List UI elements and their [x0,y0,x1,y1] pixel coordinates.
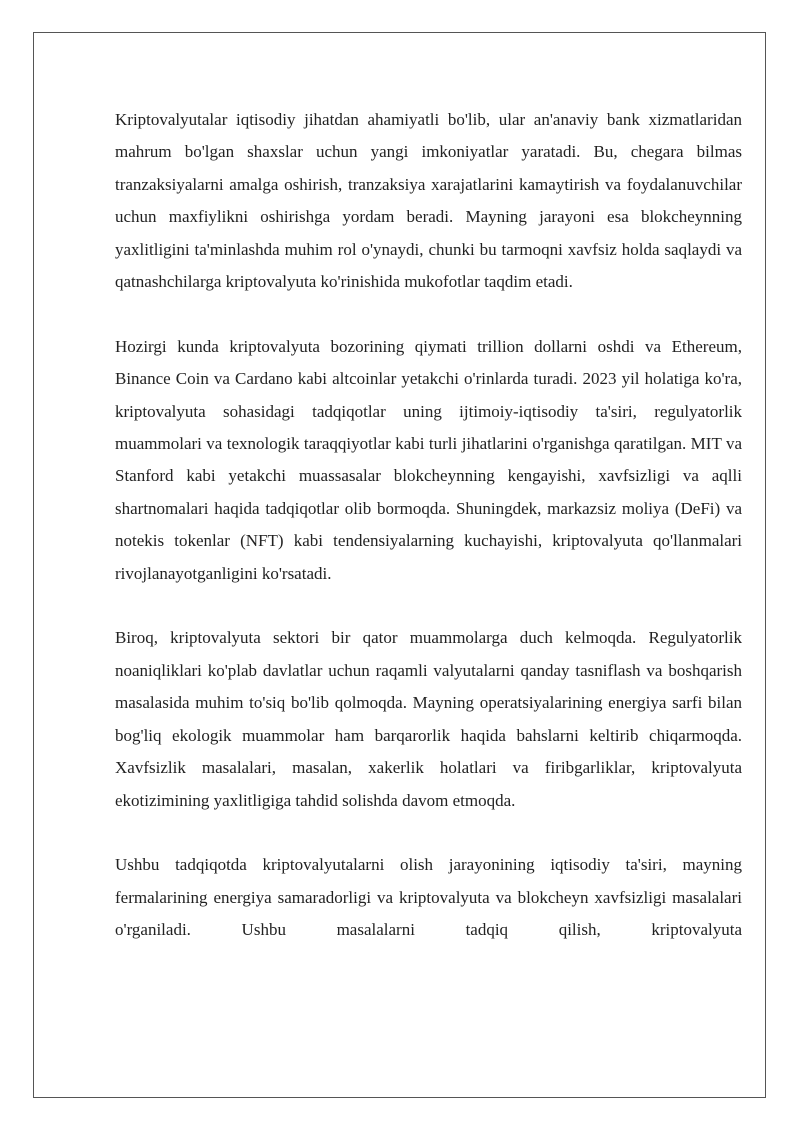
line: chunki bu tarmoqni xavfsiz holda saqlaydi va qatnashchilarga kriptovalyuta [115,239,743,292]
line: firibgarliklar, kriptovalyuta ekotizimining yaxlitligiga tahdid solishda davom [115,758,742,810]
line: kengayishi, xavfsizligi va aqlli shartnomalari haqida tadqiqotlar olib bormoqda. [115,466,742,518]
line: etmoqda. [452,790,516,810]
line: Ushbu tadqiqotda kriptovalyutalarni olish jarayonining iqtisodiy ta'siri, mayning [115,855,742,875]
line: regulyatorlik muammolari va texnologik taraqqiyotlar kabi turli jihatlarini [115,401,743,454]
line: o'rganishga qaratilgan. MIT va Stanford kabi yetakchi muassasalar blokcheynning [115,434,743,486]
line: Hozirgi kunda kriptovalyuta bozorining qiymati trillion dollarni oshdi va Ethereum, [115,336,742,356]
line: ko'ra, kriptovalyuta sohasidagi tadqiqotlar uning ijtimoiy-iqtisodiy ta'siri, [115,369,742,421]
document-body [115,104,742,947]
line: fermalarining energiya samaradorligi va kriptovalyuta va blokcheyn xavfsizligi [115,887,667,907]
paragraph-2 [115,331,742,590]
line: boshqarish masalasida muhim to'siq bo'lib qolmoqda. Mayning operatsiyalarining [115,660,742,713]
paragraph-3 [115,622,742,816]
line: Kriptovalyutalar iqtisodiy jihatdan ahamiyatli bo'lib, ular an'anaviy bank [115,110,640,129]
line: chegara bilmas tranzaksiyalarni amalga oshirish, tranzaksiya xarajatlarini [115,142,742,194]
line: Mayning jarayoni esa blokcheynning yaxlitligini ta'minlashda muhim rol o'ynaydi, [115,207,742,259]
line: keltirib chiqarmoqda. Xavfsizlik masalalari, masalan, xakerlik holatlari va [115,725,743,778]
line: noaniqliklari ko'plab davlatlar uchun raqamli valyutalarni qanday tasniflash va [115,660,663,680]
line: ko'rsatadi. [261,563,332,583]
line: ko'rinishida mukofotlar taqdim etadi. [320,272,573,292]
line: Biroq, kriptovalyuta sektori bir qator muammolarga duch kelmoqda. Regulyatorlik [115,628,742,648]
line: tendensiyalarning kuchayishi, kriptovalyuta qo'llanmalari rivojlanayotganligini [115,531,743,583]
paragraph-4 [115,849,742,946]
line: xizmatlaridan mahrum bo'lgan shaxslar uchun yangi imkoniyatlar yaratadi. Bu, [115,110,742,162]
line: masalalari o'rganiladi. Ushbu masalalarni tadqiq qilish, kriptovalyuta [115,887,742,940]
line: energiya sarfi bilan bog'liq ekologik muammolar ham barqarorlik haqida bahslarni [115,693,742,745]
line: Shuningdek, markazsiz moliya (DeFi) va notekis tokenlar (NFT) kabi [115,498,742,551]
line: kamaytirish va foydalanuvchilar uchun maxfiylikni oshirishga yordam beradi. [115,174,742,227]
line: Binance Coin va Cardano kabi altcoinlar yetakchi o'rinlarda turadi. 2023 yil holatiga [115,369,700,389]
paragraph-1 [115,104,742,298]
